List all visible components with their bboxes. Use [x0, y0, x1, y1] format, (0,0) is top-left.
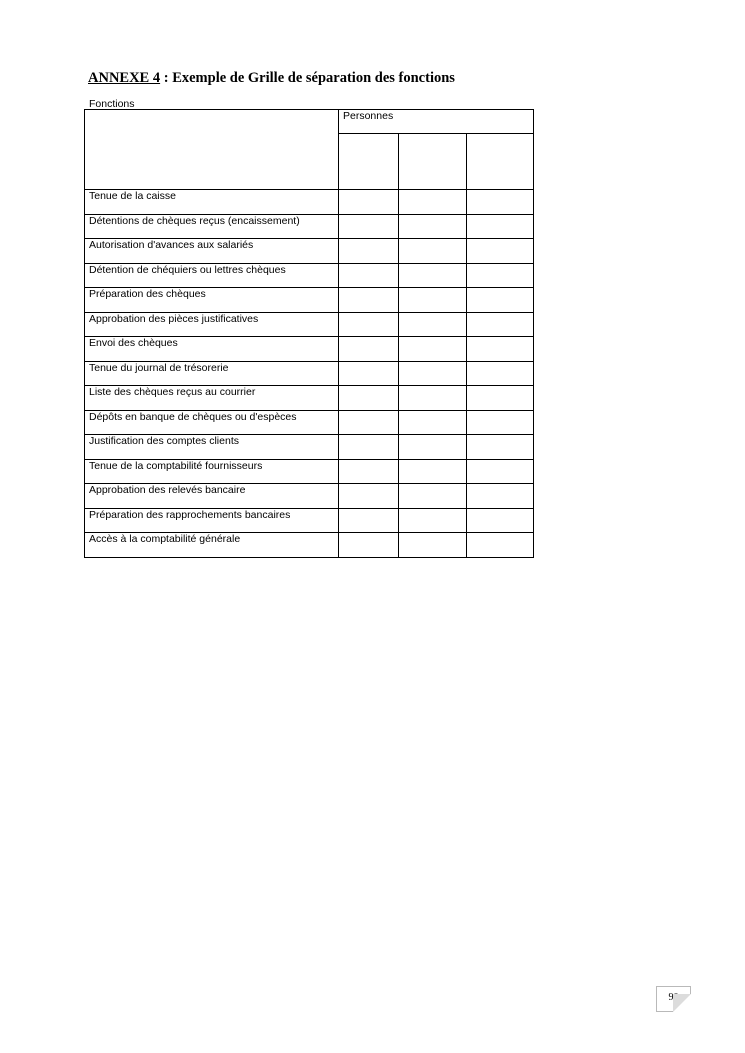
person-cell: [467, 361, 534, 386]
person-cell: [399, 288, 467, 313]
table-row: [85, 484, 534, 509]
person-cell: [399, 484, 467, 509]
function-label: Autorisation d'avances aux salariés: [85, 239, 339, 264]
person-cell: [399, 386, 467, 411]
table-row: [85, 288, 534, 313]
function-label: Préparation des chèques: [85, 288, 339, 313]
person-cell: [339, 337, 399, 362]
function-label: Tenue de la caisse: [85, 190, 339, 215]
page-title: [88, 70, 455, 87]
person-cell: [467, 190, 534, 215]
person-cell: [467, 508, 534, 533]
function-label: Détention de chéquiers ou lettres chèques: [85, 263, 339, 288]
function-label: Justification des comptes clients: [85, 435, 339, 460]
function-label: Tenue de la comptabilité fournisseurs: [85, 459, 339, 484]
table-row: [85, 214, 534, 239]
person-cell: [339, 288, 399, 313]
table-row: [85, 410, 534, 435]
table-row: [85, 435, 534, 460]
annex-title-text: : Exemple de Grille de séparation des fonctions: [160, 70, 455, 86]
person-cell: [399, 435, 467, 460]
function-label: Préparation des rapprochements bancaires: [85, 508, 339, 533]
person-cell: [339, 508, 399, 533]
function-label: Tenue du journal de trésorerie: [85, 361, 339, 386]
person-cell: [399, 508, 467, 533]
annex-label: ANNEXE 4: [88, 70, 161, 86]
person-cell: [339, 361, 399, 386]
table-row: [85, 190, 534, 215]
person-column-2: [399, 134, 467, 190]
person-column-1: [339, 134, 399, 190]
table-row: [85, 263, 534, 288]
person-cell: [339, 533, 399, 558]
person-cell: [467, 435, 534, 460]
person-cell: [339, 435, 399, 460]
function-label: Envoi des chèques: [85, 337, 339, 362]
person-cell: [339, 459, 399, 484]
page-number-box: [656, 986, 691, 1012]
table-row: [85, 533, 534, 558]
function-label: Détentions de chèques reçus (encaissement): [85, 214, 339, 239]
function-label: Approbation des relevés bancaire: [85, 484, 339, 509]
person-cell: [467, 533, 534, 558]
person-cell: [467, 263, 534, 288]
person-cell: [467, 386, 534, 411]
function-label: Dépôts en banque de chèques ou d'espèces: [85, 410, 339, 435]
page-number: 90: [668, 992, 679, 1003]
person-cell: [467, 288, 534, 313]
person-cell: [467, 214, 534, 239]
person-cell: [399, 263, 467, 288]
table-row: [85, 508, 534, 533]
person-cell: [467, 312, 534, 337]
person-cell: [399, 312, 467, 337]
person-cell: [339, 214, 399, 239]
function-label: Liste des chèques reçus au courrier: [85, 386, 339, 411]
function-label: Accès à la comptabilité générale: [85, 533, 339, 558]
person-cell: [399, 459, 467, 484]
person-cell: [467, 459, 534, 484]
header-fonctions: Fonctions: [85, 110, 339, 190]
person-cell: [399, 239, 467, 264]
person-cell: [339, 190, 399, 215]
person-cell: [399, 361, 467, 386]
table-row: [85, 459, 534, 484]
person-cell: [339, 484, 399, 509]
person-cell: [399, 410, 467, 435]
table-row: [85, 386, 534, 411]
table-row: [85, 337, 534, 362]
person-cell: [339, 239, 399, 264]
person-cell: [467, 410, 534, 435]
page-fold-corner: [673, 994, 691, 1012]
person-cell: [399, 214, 467, 239]
person-cell: [399, 533, 467, 558]
person-cell: [339, 263, 399, 288]
person-cell: [467, 337, 534, 362]
function-label: Approbation des pièces justificatives: [85, 312, 339, 337]
table-row: [85, 312, 534, 337]
header-personnes: Personnes: [339, 110, 534, 134]
person-cell: [467, 239, 534, 264]
person-cell: [339, 410, 399, 435]
person-cell: [467, 484, 534, 509]
person-cell: [339, 386, 399, 411]
table-row: [85, 361, 534, 386]
person-cell: [399, 190, 467, 215]
person-cell: [399, 337, 467, 362]
person-column-3: [467, 134, 534, 190]
person-cell: [339, 312, 399, 337]
separation-grid-table: [84, 98, 534, 558]
table-row: [85, 239, 534, 264]
